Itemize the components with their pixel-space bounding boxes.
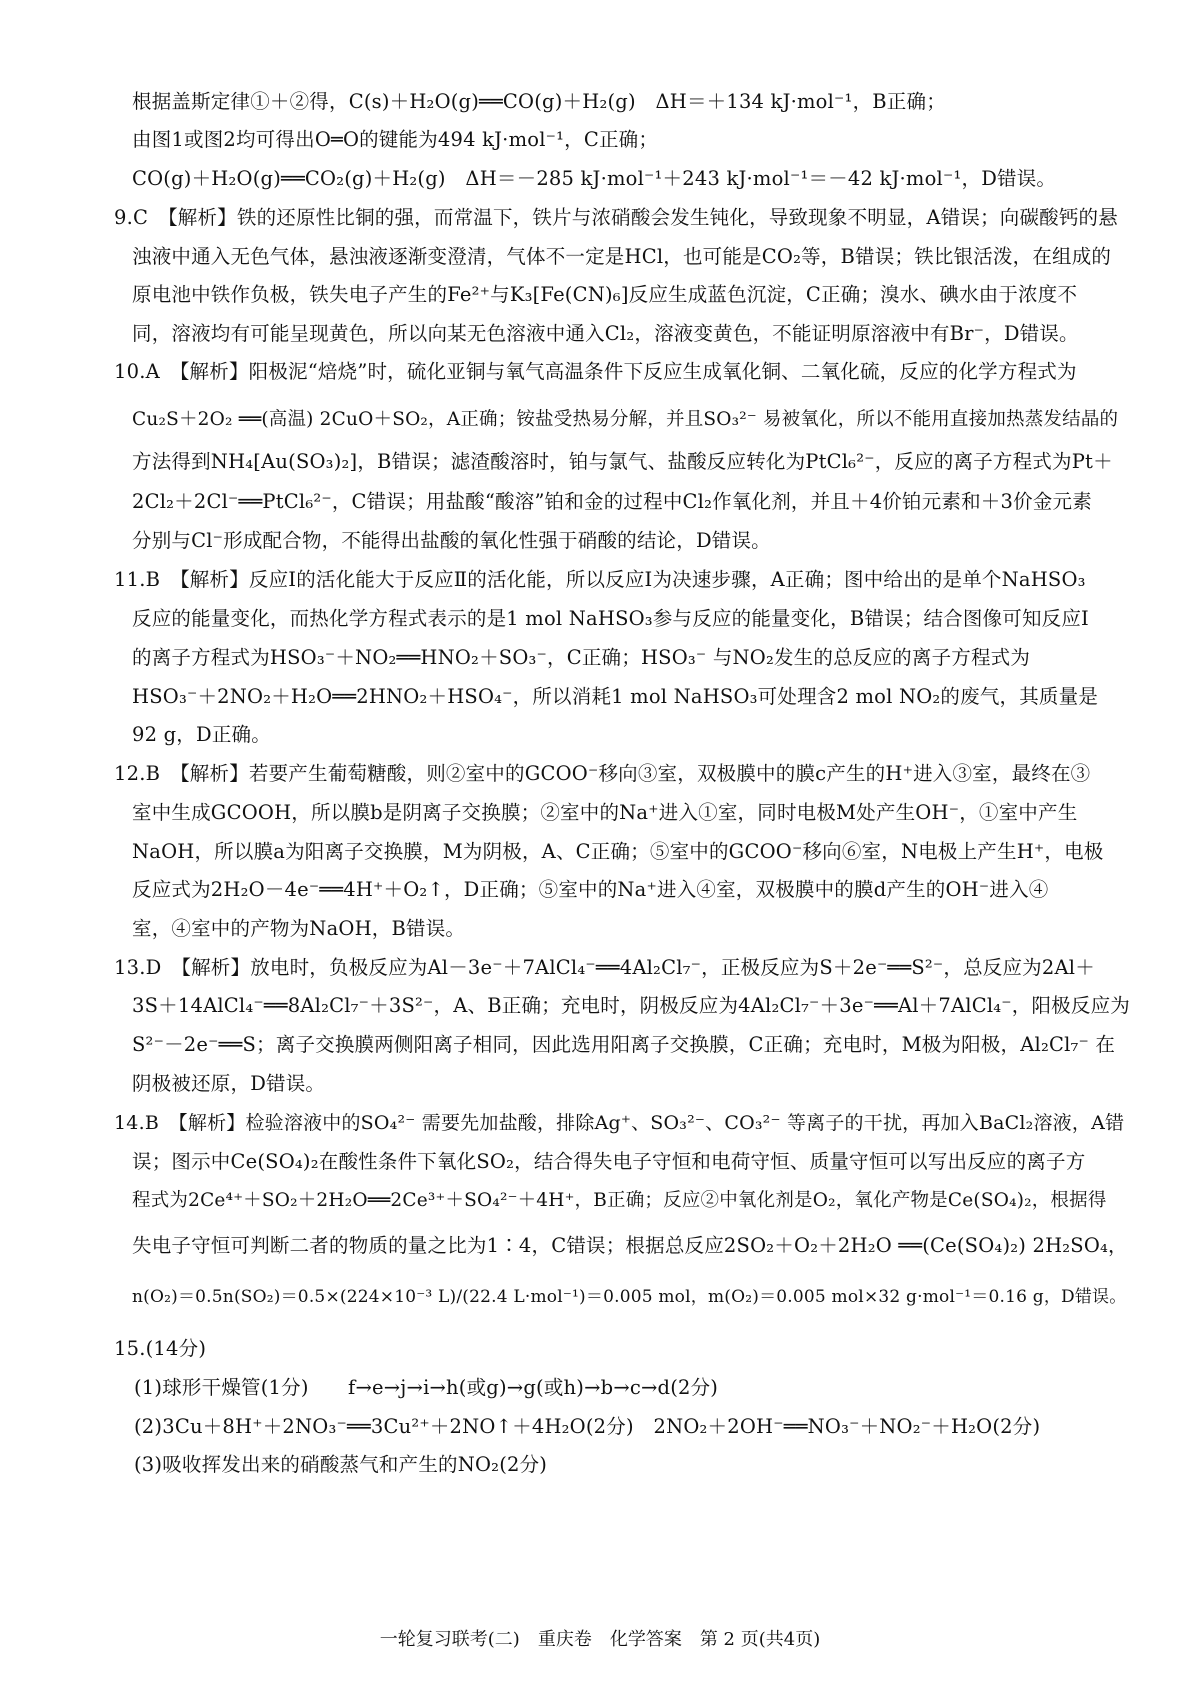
text-line: 根据盖斯定律①＋②得，C(s)＋H₂O(g)══CO(g)＋H₂(g) ΔH＝＋134 kJ·mol⁻¹，B正确； — [132, 90, 946, 113]
text-line: 室中生成GCOOH，所以膜b是阴离子交换膜；②室中的Na⁺进入①室，同时电极M处产生OH⁻，①室中产生 — [132, 801, 1078, 824]
text-line: 误；图示中Ce(SO₄)₂在酸性条件下氧化SO₂，结合得失电子守恒和电荷守恒、质量守恒可以写出反应的离子方 — [132, 1150, 1086, 1173]
question-15-heading: 15.(14分) — [114, 1337, 207, 1360]
text-line: 失电子守恒可判断二者的物质的量之比为1∶4，C错误；根据总反应2SO₂＋O₂＋2H₂O ══(Ce(SO₄)₂) 2H₂SO₄， — [132, 1234, 1128, 1257]
text-line: 由图1或图2均可得出O═O的键能为494 kJ·mol⁻¹，C正确； — [132, 128, 659, 151]
text-line: 阴极被还原，D错误。 — [132, 1072, 326, 1095]
text-line: Cu₂S＋2O₂ ══(高温) 2CuO＋SO₂，A正确；铵盐受热易分解，并且SO₃²⁻ 易被氧化，所以不能用直接加热蒸发结晶的 — [132, 409, 1119, 430]
text-line: 反应的能量变化，而热化学方程式表示的是1 mol NaHSO₃参与反应的能量变化，B错误；结合图像可知反应Ⅰ — [132, 607, 1089, 630]
question-9-line: 9.C 【解析】铁的还原性比铜的强，而常温下，铁片与浓硝酸会发生钝化，导致现象不明显，A错误；向碳酸钙的悬 — [114, 206, 1118, 229]
text-line: (1)球形干燥管(1分) f→e→j→i→h(或g)→g(或h)→b→c→d(2分) — [134, 1376, 719, 1399]
text-line: NaOH，所以膜a为阳离子交换膜，M为阴极，A、C正确；⑤室中的GCOO⁻移向⑥室，N电极上产生H⁺，电极 — [132, 840, 1104, 863]
text-line: 方法得到NH₄[Au(SO₃)₂]，B错误；滤渣酸溶时，铂与氯气、盐酸反应转化为PtCl₆²⁻，反应的离子方程式为Pt＋ — [132, 450, 1113, 473]
text-line: n(O₂)＝0.5n(SO₂)＝0.5×(224×10⁻³ L)/(22.4 L·mol⁻¹)＝0.005 mol，m(O₂)＝0.005 mol×32 g·mol⁻¹＝0.16 g，D错误。 — [132, 1287, 1127, 1307]
text-line: 的离子方程式为HSO₃⁻＋NO₂══HNO₂＋SO₃⁻，C正确；HSO₃⁻ 与NO₂发生的总反应的离子方程式为 — [132, 646, 1031, 669]
text-line: 程式为2Ce⁴⁺＋SO₂＋2H₂O══2Ce³⁺＋SO₄²⁻＋4H⁺，B正确；反应②中氧化剂是O₂，氧化产物是Ce(SO₄)₂，根据得 — [132, 1190, 1107, 1211]
text-line: 浊液中通入无色气体，悬浊液逐渐变澄清，气体不一定是HCl，也可能是CO₂等，B错误；铁比银活泼，在组成的 — [132, 245, 1112, 268]
text-line: 3S＋14AlCl₄⁻══8Al₂Cl₇⁻＋3S²⁻，A、B正确；充电时，阴极反应为4Al₂Cl₇⁻＋3e⁻══Al＋7AlCl₄⁻，阳极反应为 — [132, 994, 1130, 1017]
text-line: 反应式为2H₂O－4e⁻══4H⁺＋O₂↑，D正确；⑤室中的Na⁺进入④室，双极膜中的膜d产生的OH⁻进入④ — [132, 878, 1049, 901]
text-line: (3)吸收挥发出来的硝酸蒸气和产生的NO₂(2分) — [134, 1453, 548, 1476]
text-line: 室，④室中的产物为NaOH，B错误。 — [132, 917, 466, 940]
text-line: HSO₃⁻＋2NO₂＋H₂O══2HNO₂＋HSO₄⁻，所以消耗1 mol NaHSO₃可处理含2 mol NO₂的废气，其质量是 — [132, 685, 1099, 708]
text-line: 同，溶液均有可能呈现黄色，所以向某无色溶液中通入Cl₂，溶液变黄色，不能证明原溶液中有Br⁻，D错误。 — [132, 322, 1079, 345]
text-line: (2)3Cu＋8H⁺＋2NO₃⁻══3Cu²⁺＋2NO↑＋4H₂O(2分) 2NO₂＋2OH⁻══NO₃⁻＋NO₂⁻＋H₂O(2分) — [134, 1415, 1041, 1438]
text-line: CO(g)＋H₂O(g)══CO₂(g)＋H₂(g) ΔH＝－285 kJ·mol⁻¹＋243 kJ·mol⁻¹＝－42 kJ·mol⁻¹，D错误。 — [132, 167, 1057, 190]
question-10-line: 10.A 【解析】阳极泥“焙烧”时，硫化亚铜与氧气高温条件下反应生成氧化铜、二氧化硫，反应的化学方程式为 — [114, 360, 1077, 383]
text-line: 分别与Cl⁻形成配合物，不能得出盐酸的氧化性强于硝酸的结论，D错误。 — [132, 529, 771, 552]
text-line: 92 g，D正确。 — [132, 723, 271, 746]
question-14-line: 14.B 【解析】检验溶液中的SO₄²⁻ 需要先加盐酸，排除Ag⁺、SO₃²⁻、CO₃²⁻ 等离子的干扰，再加入BaCl₂溶液，A错 — [114, 1112, 1125, 1134]
text-line: S²⁻－2e⁻══S；离子交换膜两侧阳离子相同，因此选用阳离子交换膜，C正确；充电时，M极为阳极，Al₂Cl₇⁻ 在 — [132, 1033, 1116, 1056]
page-footer: 一轮复习联考(二) 重庆卷 化学答案 第 2 页(共4页) — [379, 1629, 821, 1650]
question-12-line: 12.B 【解析】若要产生葡萄糖酸，则②室中的GCOO⁻移向③室，双极膜中的膜c产生的H⁺进入③室，最终在③ — [114, 762, 1091, 785]
question-13-line: 13.D 【解析】放电时，负极反应为Al－3e⁻＋7AlCl₄⁻══4Al₂Cl₇⁻，正极反应为S＋2e⁻══S²⁻，总反应为2Al＋ — [114, 956, 1095, 979]
text-line: 2Cl₂＋2Cl⁻══PtCl₆²⁻，C错误；用盐酸“酸溶”铂和金的过程中Cl₂作氧化剂，并且＋4价铂元素和＋3价金元素 — [132, 490, 1092, 513]
text-line: 原电池中铁作负极，铁失电子产生的Fe²⁺与K₃[Fe(CN)₆]反应生成蓝色沉淀，C正确；溴水、碘水由于浓度不 — [132, 283, 1078, 306]
question-11-line: 11.B 【解析】反应Ⅰ的活化能大于反应Ⅱ的活化能，所以反应Ⅰ为决速步骤，A正确；图中给出的是单个NaHSO₃ — [114, 568, 1086, 591]
